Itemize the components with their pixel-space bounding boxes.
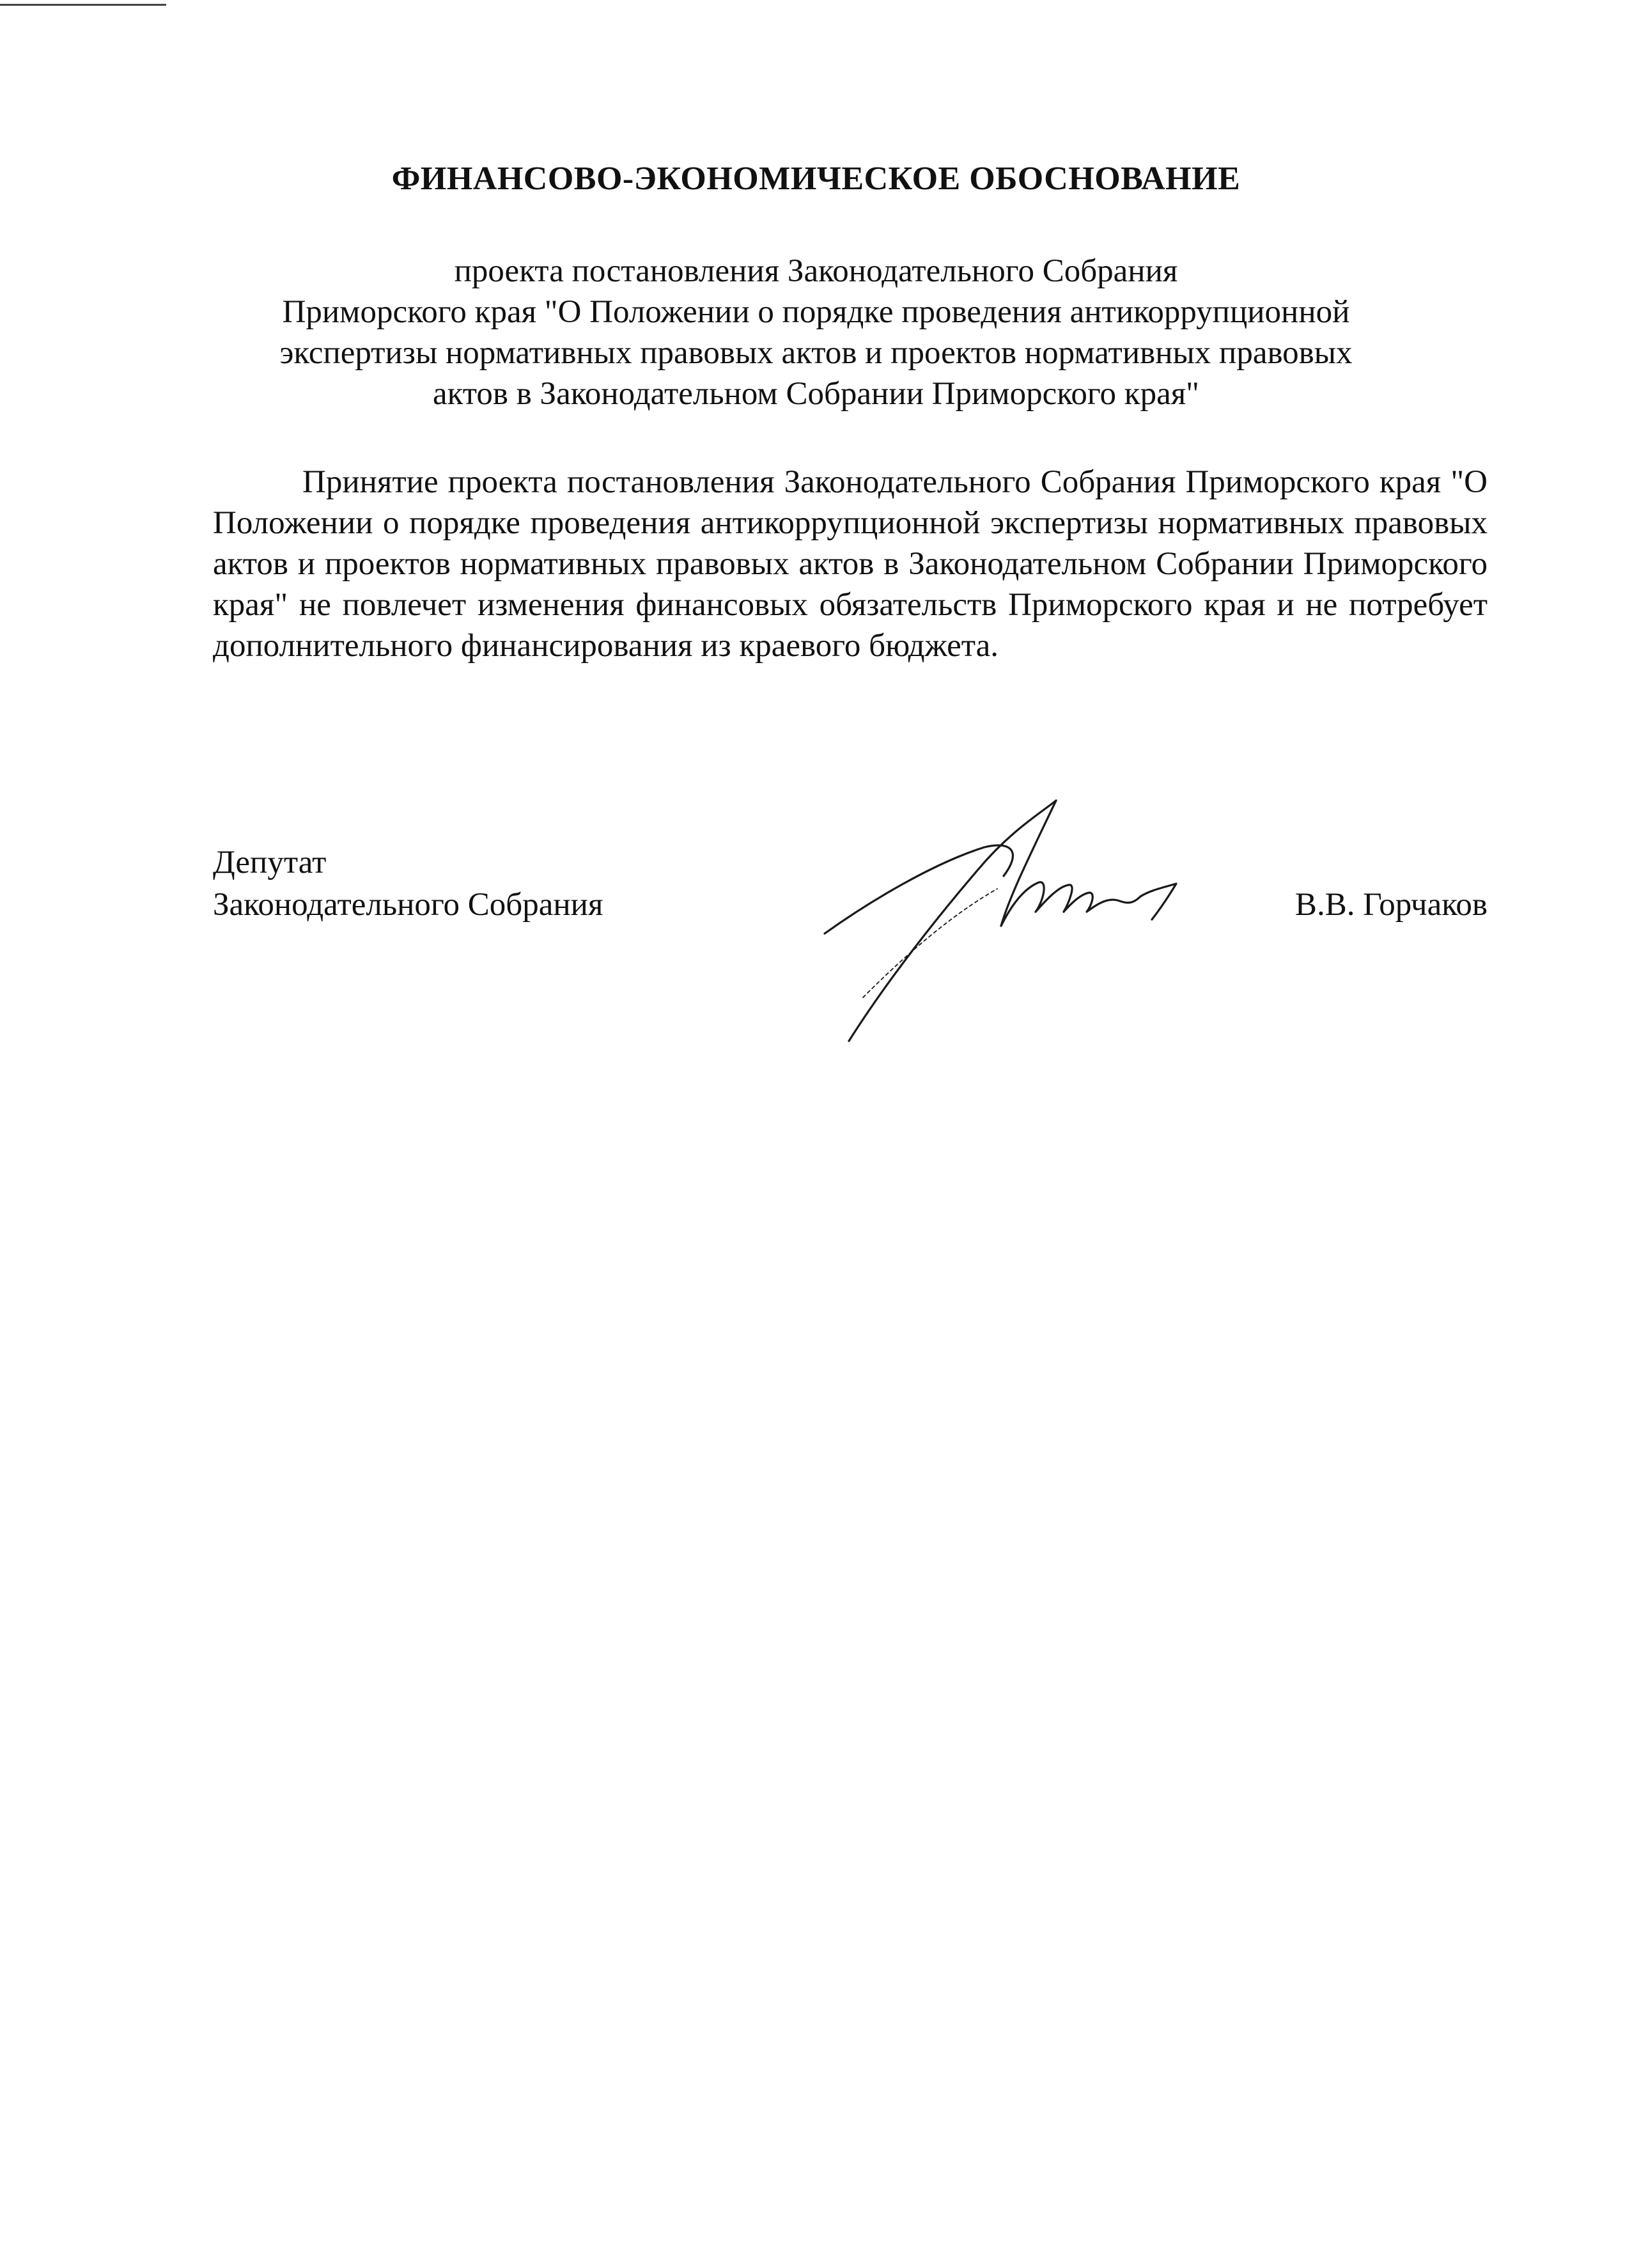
body-paragraph: Принятие проекта постановления Законодательного Собрания Приморского края "О Положении о порядке проведения антикоррупционной экспертизы нормативных правовых актов и проектов нормативных правовых актов в Законодательном Собрании Приморского края" не повлечет изменения финансовых обязательств Приморского края и не потребует дополнительного финансирования из краевого бюджета. xyxy=(213,464,1488,664)
subtitle-line: экспертизы нормативных правовых актов и проектов нормативных правовых xyxy=(279,335,1353,371)
signatory-position xyxy=(213,841,603,926)
subtitle-line: актов в Законодательном Собрании Приморского края" xyxy=(433,376,1199,412)
document-title: ФИНАНСОВО-ЭКОНОМИЧЕСКОЕ ОБОСНОВАНИЕ xyxy=(391,160,1241,197)
signatory-position-line: Законодательного Собрания xyxy=(213,887,603,923)
signatory-position-line: Депутат xyxy=(213,845,327,880)
handwritten-signature xyxy=(818,786,1202,1042)
signatory-name: В.В. Горчаков xyxy=(1294,887,1488,923)
subtitle-line: Приморского края "О Положении о порядке проведения антикоррупционной xyxy=(282,294,1350,330)
document-subtitle xyxy=(192,251,1440,414)
subtitle-line: проекта постановления Законодательного Собрания xyxy=(454,253,1178,289)
scan-edge-mark xyxy=(0,4,166,6)
